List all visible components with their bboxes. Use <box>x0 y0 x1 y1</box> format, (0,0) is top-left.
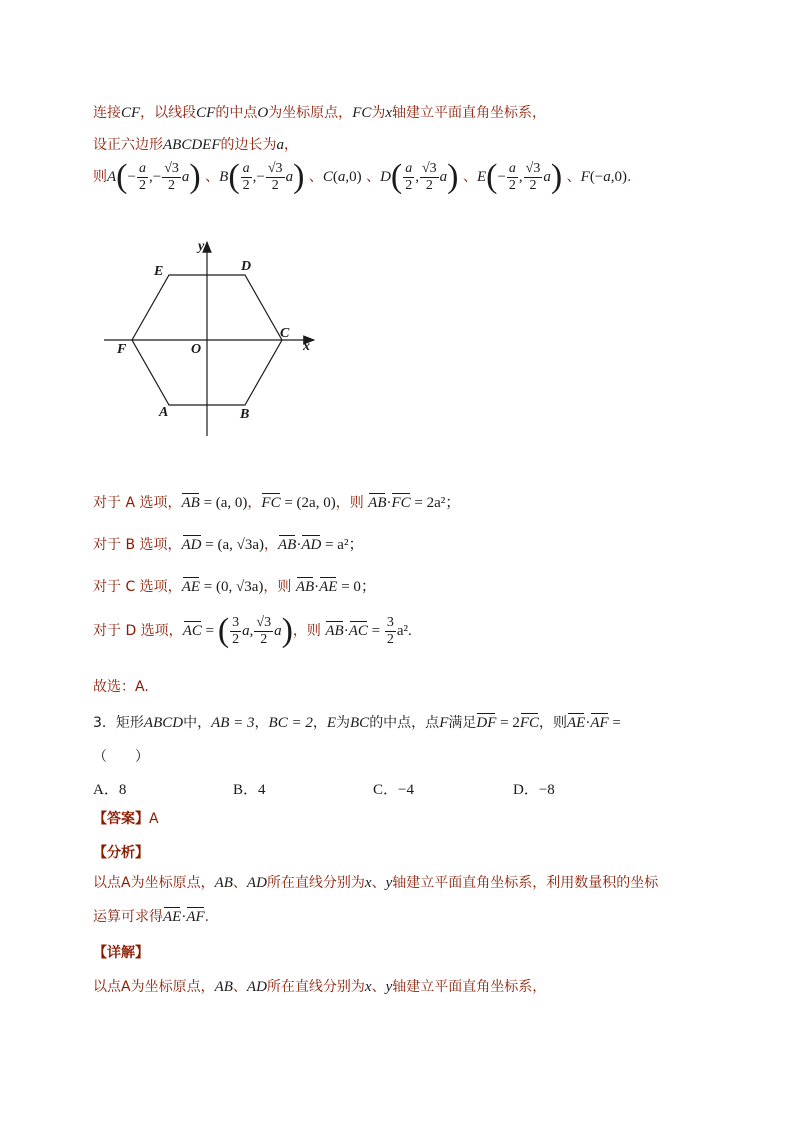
choice-a[interactable]: A．8 <box>93 782 127 798</box>
answer-section <box>93 808 159 828</box>
choice-d[interactable]: D．−8 <box>513 782 555 798</box>
detail-line-1: 以点A为坐标原点，AB、AD所在直线分别为x、y轴建立平面直角坐标系， <box>93 979 547 995</box>
intro-line-2: 设正六边形ABCDEF的边长为a， <box>93 137 298 153</box>
choice-b[interactable]: B．4 <box>233 782 266 798</box>
label-d: D <box>241 259 252 274</box>
label-b: B <box>240 407 250 422</box>
detail-tag: 【详解】 <box>93 945 149 961</box>
question-3-choices <box>93 778 653 799</box>
answer-tag: 【答案】 <box>93 811 149 827</box>
choice-c[interactable]: C．−4 <box>373 782 414 798</box>
conclusion: 故选：A. <box>93 679 149 695</box>
label-f: F <box>117 342 127 357</box>
label-c: C <box>280 326 290 341</box>
hexagon-figure <box>100 236 330 441</box>
analysis-line-2: 运算可求得AE·AF. <box>93 909 210 925</box>
label-o: O <box>191 342 202 357</box>
option-d-analysis: 对于 D 选项，AC = ( $\frac{3}{2}$ a, $\frac{√3}{2}$ a)，则 AB·AC = $\frac{3}{2}$ a². <box>93 612 412 649</box>
option-b-analysis: 对于 B 选项，AD = (a, √3a)，AB·AD = a²； <box>93 537 364 553</box>
answer-value: A <box>149 811 159 827</box>
label-a: A <box>159 405 169 420</box>
label-x: x <box>303 339 310 354</box>
label-y: y <box>198 239 205 254</box>
analysis-tag: 【分析】 <box>93 845 149 861</box>
vertex-coordinates: 则A(− $\frac{a}{2}$ ,− $\frac{√3}{2}$ a) 、B( $\frac{a}{2}$ ,− $\frac{√3}{2}$ a) 、C(a,0) 、D( $\frac{a}{2}$ , $\frac{√3}{2}$ a) 、E(− $\frac{a}{2}$ , $\frac{√3}{2}$ a) 、F(−a,0). <box>93 158 632 195</box>
analysis-line-1: 以点A为坐标原点，AB、AD所在直线分别为x、y轴建立平面直角坐标系，利用数量积的坐标 <box>93 875 659 891</box>
intro-line-1: 连接CF，以线段CF的中点O为坐标原点，FC为x轴建立平面直角坐标系， <box>93 105 547 121</box>
question-3-blank: （ ） <box>93 749 149 765</box>
option-c-analysis: 对于 C 选项，AE = (0, √3a)，则 AB·AE = 0； <box>93 579 376 595</box>
label-e: E <box>154 264 164 279</box>
option-a-analysis: 对于 A 选项，AB = (a, 0)，FC = (2a, 0)，则 AB·FC = 2a²； <box>93 495 461 511</box>
question-3-stem: 3．矩形ABCD中，AB = 3，BC = 2，E为BC的中点，点F满足DF = 2FC，则AE·AF = <box>93 715 621 731</box>
